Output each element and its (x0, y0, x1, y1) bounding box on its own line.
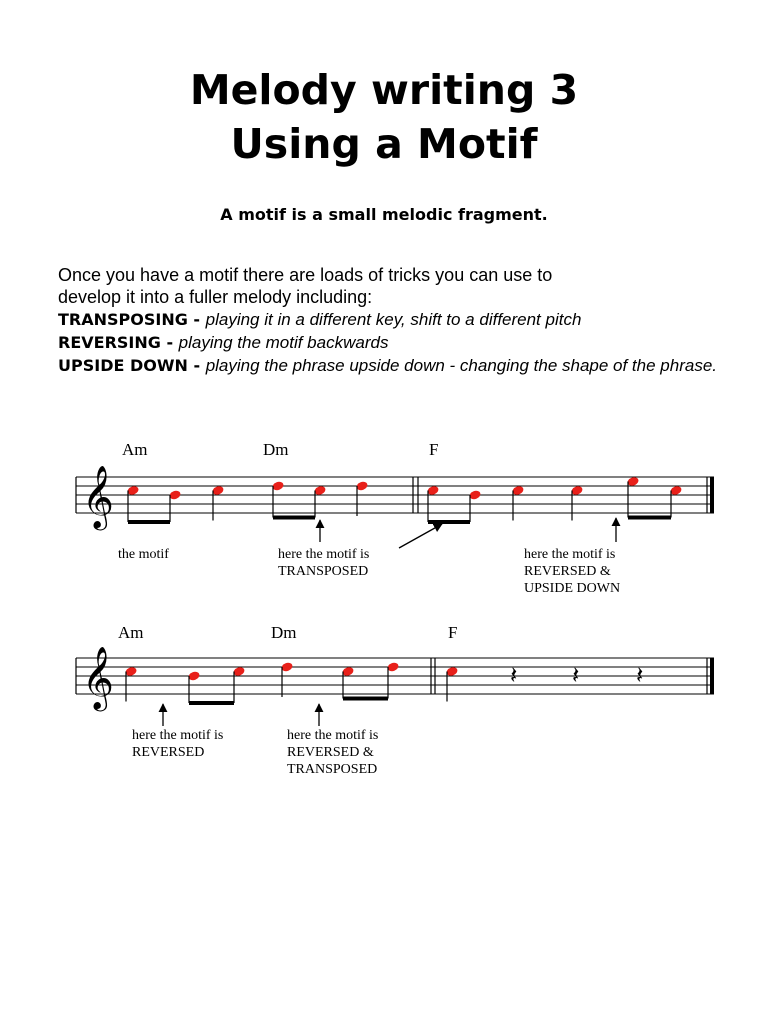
technique-term: REVERSING (58, 333, 161, 352)
quarter-rest-icon: 𝄽 (572, 661, 580, 689)
technique-description: playing the motif backwards (178, 333, 389, 352)
annotation-reversed-transposed: here the motif is REVERSED & TRANSPOSED (287, 728, 379, 777)
annotation-motif: the motif (118, 547, 169, 562)
chord-symbol: Dm (263, 440, 289, 459)
annotation-reversed: here the motif is REVERSED (132, 728, 224, 760)
staff-system-2 (76, 646, 714, 712)
arrow-icon (399, 524, 442, 548)
annotation-transposed: here the motif is TRANSPOSED (278, 547, 370, 579)
page-title-line2: Using a Motif (230, 120, 538, 168)
chord-symbol: F (448, 623, 458, 642)
technique-transposing: TRANSPOSING - playing it in a different key, shift to a different pitch (58, 310, 582, 329)
chord-symbol: F (429, 440, 439, 459)
quarter-rest-icon: 𝄽 (636, 661, 644, 689)
page-title-line1: Melody writing 3 (189, 66, 579, 114)
chord-symbol: Am (122, 440, 148, 459)
quarter-rest-icon: 𝄽 (510, 661, 518, 689)
chord-symbol: Dm (271, 623, 297, 642)
technique-upside-down: UPSIDE DOWN - playing the phrase upside down - changing the shape of the phrase. (58, 356, 717, 375)
treble-clef-icon: 𝄞 (82, 465, 114, 528)
annotation-reversed-upside-down: here the motif is REVERSED & UPSIDE DOWN (524, 547, 621, 596)
treble-clef-icon: 𝄞 (82, 646, 114, 709)
final-barline (710, 477, 714, 513)
technique-term: TRANSPOSING (58, 310, 188, 329)
subtitle: A motif is a small melodic fragment. (220, 205, 548, 224)
technique-reversing: REVERSING - playing the motif backwards (58, 333, 389, 352)
final-barline (710, 658, 714, 694)
intro-line-2: develop it into a fuller melody including: (58, 287, 373, 307)
technique-term: UPSIDE DOWN (58, 356, 188, 375)
chord-symbol: Am (118, 623, 144, 642)
staff-system-1 (76, 465, 714, 531)
intro-line-1: Once you have a motif there are loads of tricks you can use to (58, 265, 553, 285)
technique-description: playing the phrase upside down - changing the shape of the phrase. (205, 356, 717, 375)
technique-description: playing it in a different key, shift to a different pitch (205, 310, 582, 329)
